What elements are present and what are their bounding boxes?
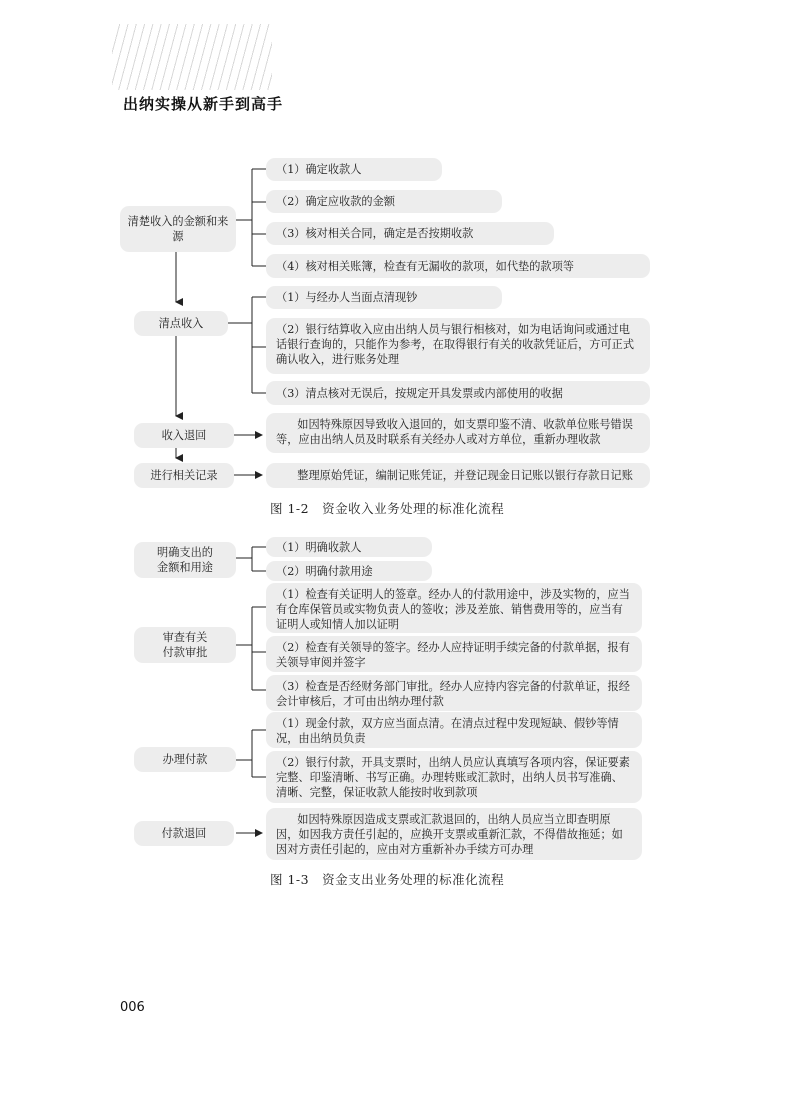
flow-step-clarify-income [120,206,236,252]
flow-step-clarify-expense [134,542,236,578]
detail-item: （2）检查有关领导的签字。经办人应持证明手续完备的付款单据，报有关领导审阅并签字 [266,636,642,672]
flow-step-count-income [134,311,228,336]
flow-step-payment-return [134,821,234,846]
detail-item: （3）核对相关合同，确定是否按期收款 [266,222,554,245]
book-title: 出纳实操从新手到高手 [123,95,284,113]
detail-item: 如因特殊原因导致收入退回的，如支票印鉴不清、收款单位账号错误等，应由出纳人员及时联系有关经办人或对方单位，重新办理收款 [266,413,650,453]
detail-item: 整理原始凭证，编制记账凭证，并登记现金日记账以银行存款日记账 [266,463,650,488]
step-label: 收入退回 [161,429,207,442]
step-label: 清楚收入的金额和来源 [127,215,229,243]
detail-item: （4）核对相关账簿，检查有无漏收的款项，如代垫的款项等 [266,254,650,278]
detail-item: （2）明确付款用途 [266,561,432,581]
detail-item: 如因特殊原因造成支票或汇款退回的，出纳人员应当立即查明原因，如因我方责任引起的，应换开支票或重新汇款，不得借故拖延；如因对方责任引起的，应由对方重新补办手续方可办理 [266,808,642,860]
step-label: 审查有关付款审批 [162,631,208,659]
flow-step-income-return [134,423,234,448]
step-label: 清点收入 [158,317,204,330]
detail-item: （1）现金付款，双方应当面点清。在清点过程中发现短缺、假钞等情况，由出纳员负责 [266,712,642,748]
detail-item: （2）银行结算收入应由出纳人员与银行相核对，如为电话询问或通过电话银行查询的，只能作为参考，在取得银行有关的收款凭证后，方可正式确认收入，进行账务处理 [266,318,650,374]
flow-step-record [134,463,234,488]
figure-caption: 图 1-3 资金支出业务处理的标准化流程 [270,872,505,887]
detail-item: （2）银行付款，开具支票时，出纳人员应认真填写各项内容，保证要素完整、印鉴清晰、书写正确。办理转账或汇款时，出纳人员书写准确、清晰、完整，保证收款人能按时收到款项 [266,751,642,803]
detail-item: （1）与经办人当面点清现钞 [266,286,502,309]
step-label: 进行相关记录 [150,469,218,482]
detail-item: （3）清点核对无误后，按规定开具发票或内部使用的收据 [266,381,650,405]
detail-item: （1）明确收款人 [266,537,432,557]
page-number: 006 [120,1000,145,1015]
step-label: 付款退回 [161,827,207,840]
step-label: 办理付款 [162,753,208,766]
flow-step-make-payment [134,747,236,772]
detail-item: （1）确定收款人 [266,158,442,181]
detail-item: （1）检查有关证明人的签章。经办人的付款用途中，涉及实物的，应当有仓库保管员或实物负责人的签收；涉及差旅、销售费用等的，应当有证明人或知情人加以证明 [266,583,642,633]
detail-item: （3）检查是否经财务部门审批。经办人应持内容完备的付款单证，报经会计审核后，才可由出纳办理付款 [266,675,642,711]
step-label: 明确支出的金额和用途 [157,546,213,574]
detail-item: （2）确定应收款的金额 [266,190,502,213]
flow-step-review-approval [134,627,236,663]
figure-caption: 图 1-2 资金收入业务处理的标准化流程 [270,501,505,516]
